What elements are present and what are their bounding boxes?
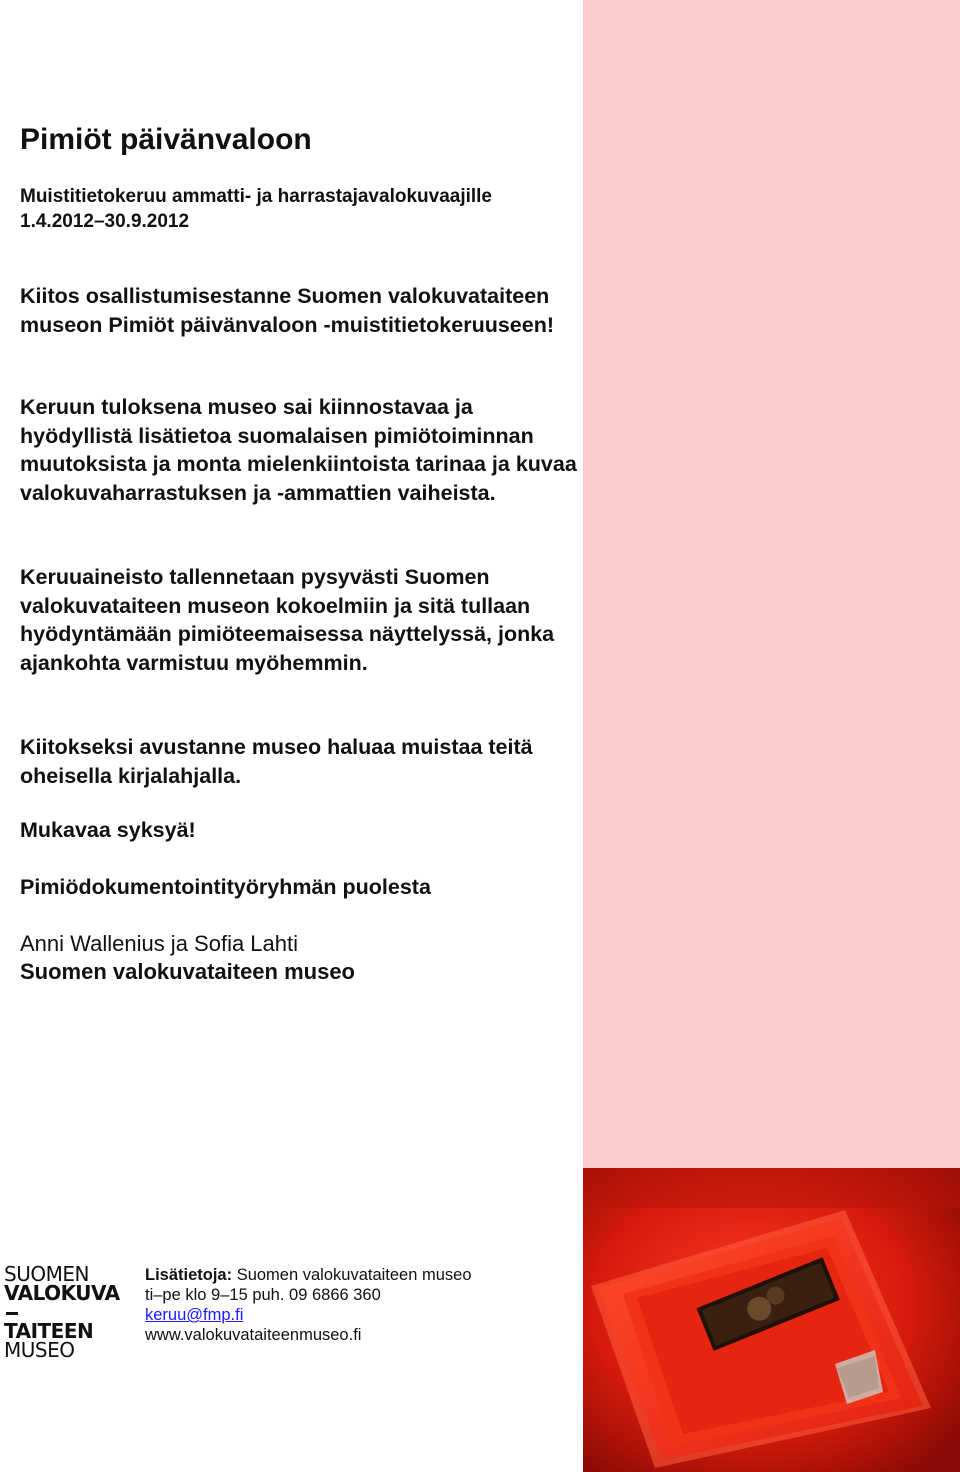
thanks-paragraph: Kiitos osallistumisestanne Suomen valokuvataiteen museon Pimiöt päivänvaloon -muistitietokeruuseen! [20, 284, 555, 337]
gift-paragraph: Kiitokseksi avustanne museo haluaa muistaa teitä oheisella kirjalahjalla. [20, 735, 533, 788]
logo-line-2-text: VALOKUVA [4, 1281, 120, 1305]
results-paragraph: Keruun tuloksena museo sai kiinnostavaa ja hyödyllistä lisätietoa suomalaisen pimiötoiminnan muutoksista ja monta mielenkiintoista tarinaa ja kuvaa valokuvaharrastuksen ja -ammattien vaiheista. [20, 395, 577, 505]
signature-names: Anni Wallenius ja Sofia Lahti [20, 931, 299, 956]
pink-side-panel [583, 0, 960, 1168]
collection-paragraph: Keruuaineisto tallennetaan pysyvästi Suomen valokuvataiteen museon kokoelmiin ja sitä tullaan hyödyntämään pimiöteemaisessa näyttelyssä, jonka ajankohta varmistuu myöhemmin. [20, 565, 555, 675]
logo-line-1: SUOMEN [4, 1262, 89, 1286]
darkroom-tray-image [583, 1168, 960, 1472]
subtitle-line-1: Muistitietokeruu ammatti- ja harrastajavalokuvaajille [20, 186, 493, 207]
contact-email-link[interactable]: keruu@fmp.fi [145, 1306, 244, 1324]
darkroom-tray-photo [583, 1168, 960, 1472]
greeting-line: Mukavaa syksyä! [20, 818, 196, 842]
group-signoff: Pimiödokumentointityöryhmän puolesta [20, 875, 431, 899]
contact-org: Suomen valokuvataiteen museo [236, 1266, 472, 1284]
logo-line-4: MUSEO [4, 1338, 75, 1362]
contact-heading [145, 1265, 575, 1285]
contact-website[interactable]: www.valokuvataiteenmuseo.fi [145, 1326, 362, 1344]
logo-line-2 [4, 1281, 132, 1322]
contact-hours: ti–pe klo 9–15 puh. 09 6866 360 [145, 1286, 381, 1304]
subtitle [20, 184, 580, 234]
contact-info [145, 1265, 575, 1345]
museum-logo [4, 1262, 132, 1362]
logo-dash [6, 1312, 18, 1315]
contact-label: Lisätietoja: [145, 1266, 233, 1284]
signature-org: Suomen valokuvataiteen museo [20, 959, 355, 984]
logo-line-3: TAITEEN [4, 1319, 94, 1343]
page-title: Pimiöt päivänvaloon [20, 123, 312, 156]
subtitle-date-range: 1.4.2012–30.9.2012 [20, 211, 190, 232]
